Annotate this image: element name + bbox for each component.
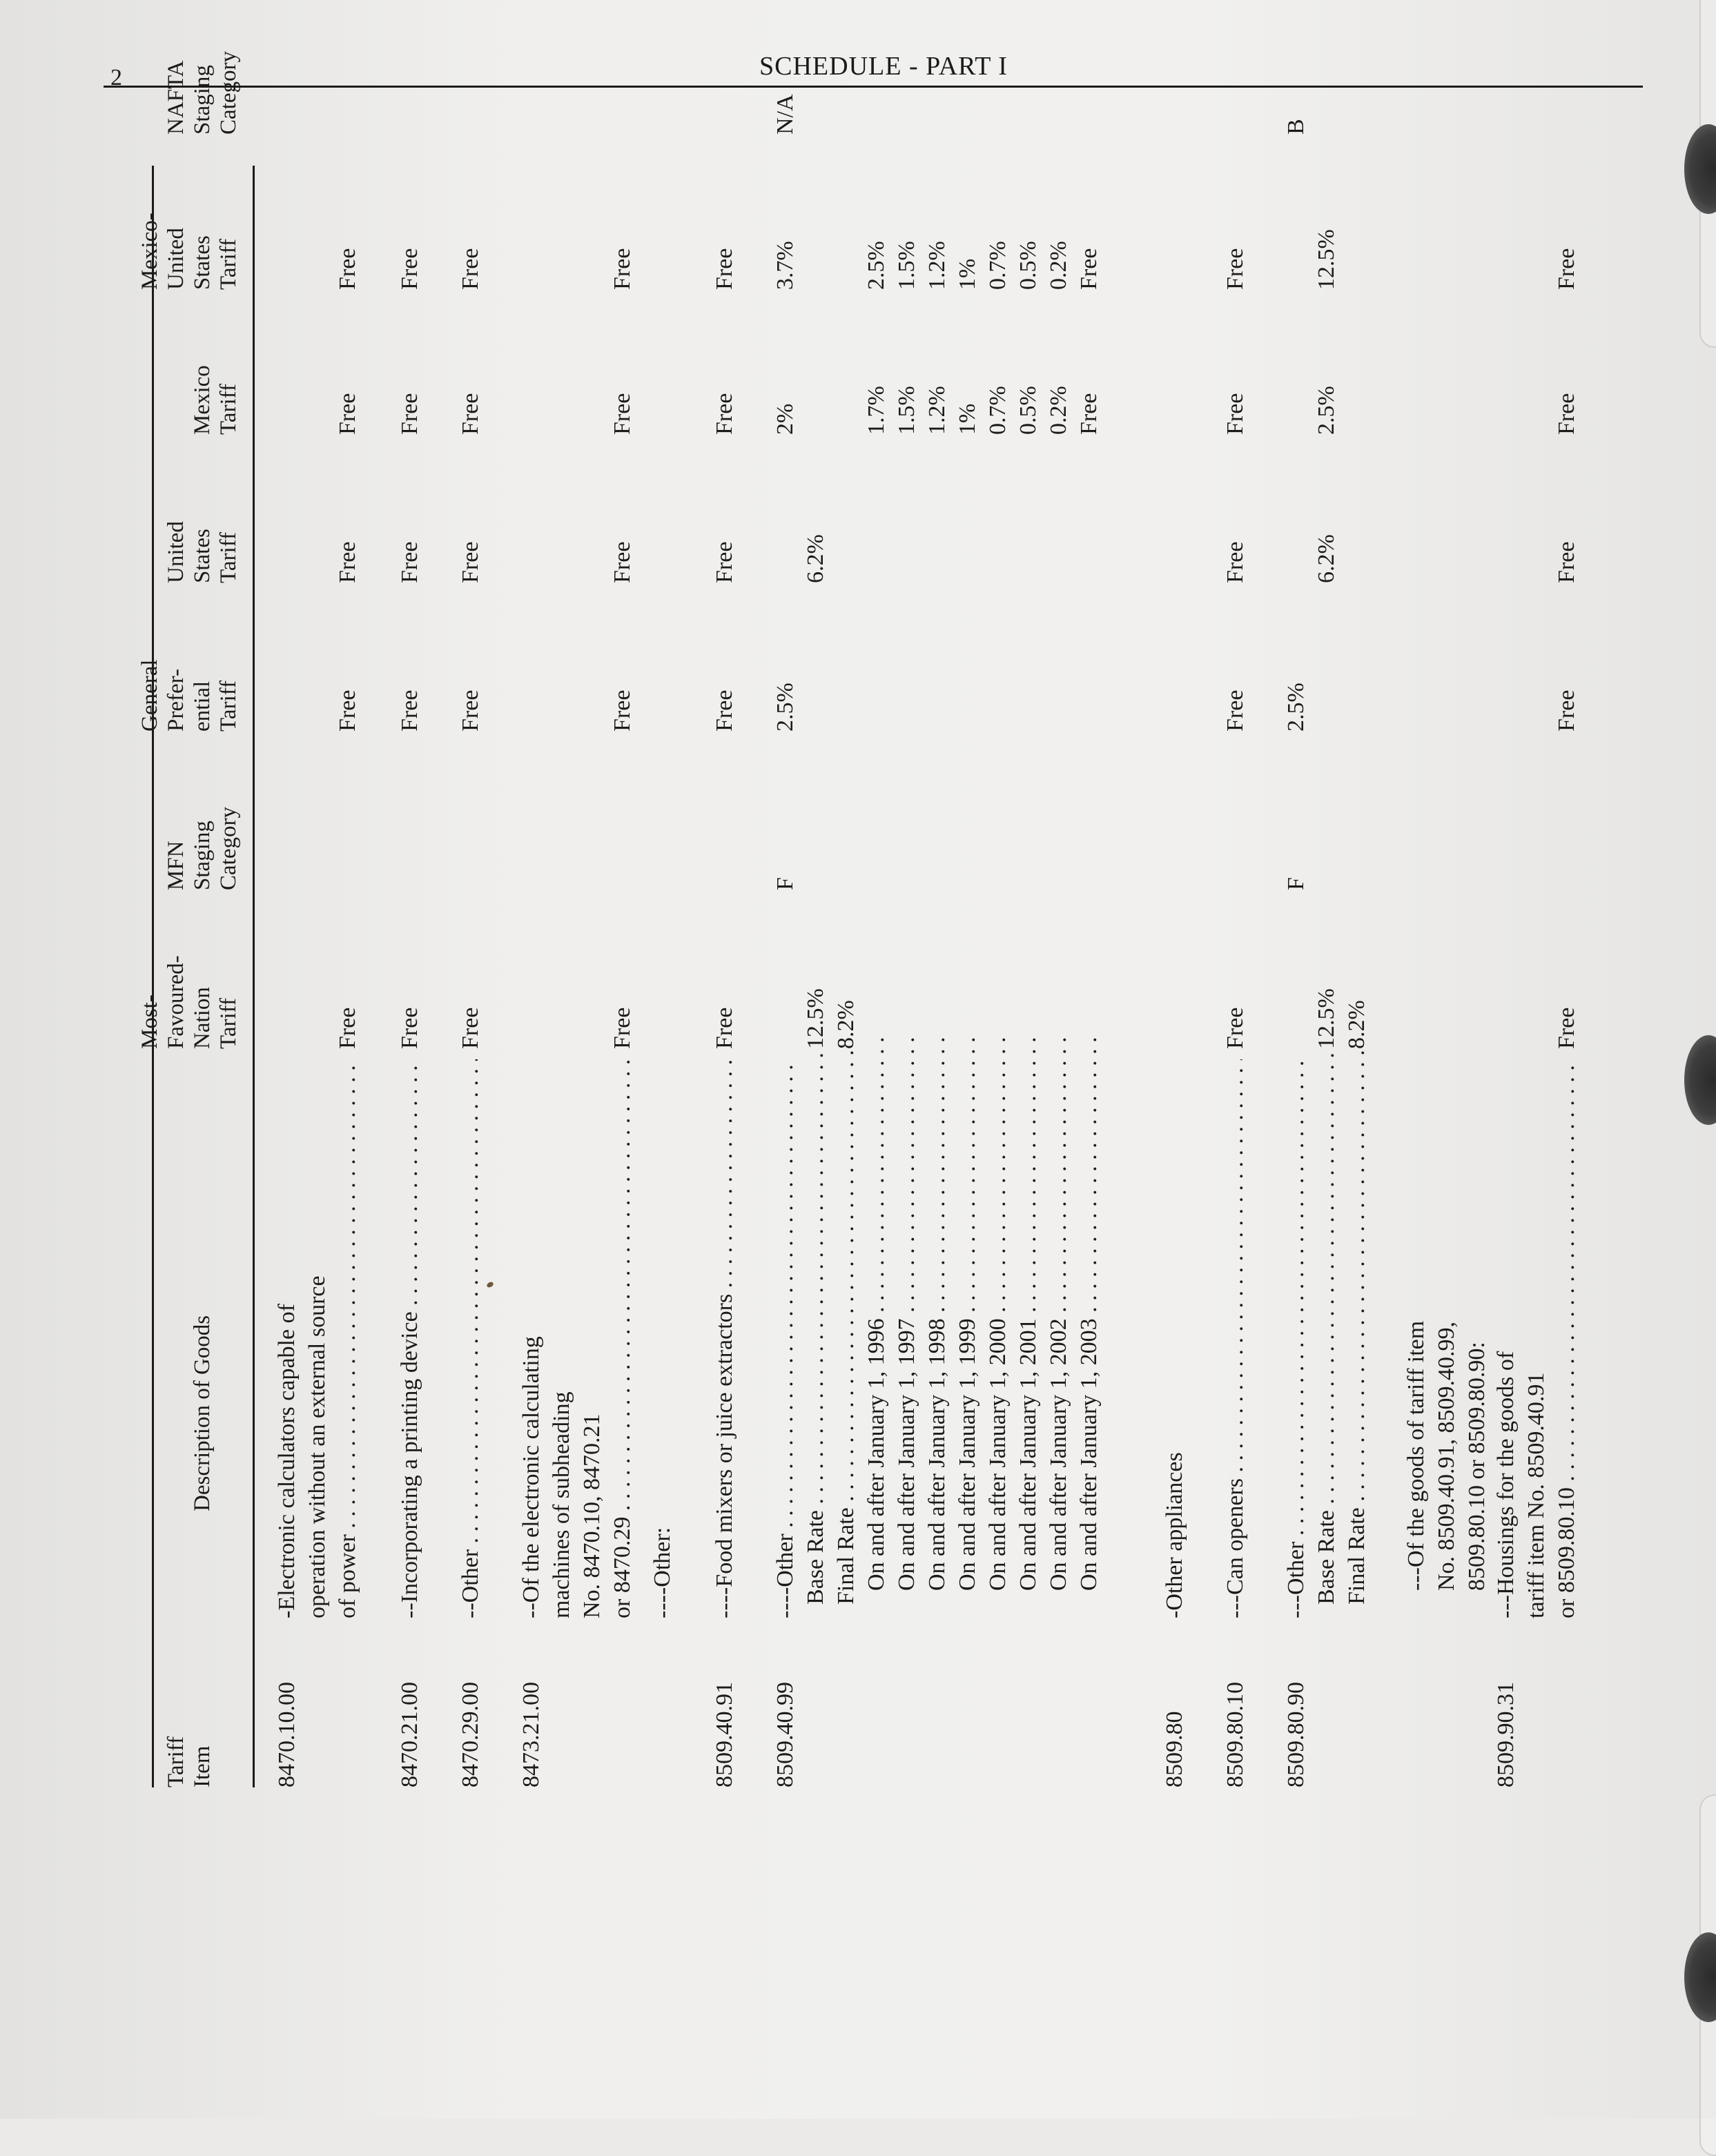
description-line: On and after January 1, 2003 . . .	[1074, 1032, 1104, 1591]
description-line: machines of subheading	[549, 1391, 574, 1618]
header-nafta-staging: NAFTA Staging Category	[164, 51, 241, 135]
nafta-staging-value: N/A	[772, 94, 798, 135]
goods-description	[861, 1032, 892, 1591]
goods-description	[1220, 1059, 1251, 1618]
mexico-tariff-value: Free	[712, 393, 737, 435]
tariff-item-code: 8509.90.31	[1493, 1682, 1519, 1787]
description-line: or 8509.80.10 . . .	[1552, 1059, 1582, 1618]
description-line: On and after January 1, 1998 . . .	[922, 1032, 953, 1591]
description-line: of power . . .	[333, 1059, 363, 1618]
mexico-tariff-value: Free	[610, 393, 635, 435]
description-line: ----Other:	[650, 1527, 675, 1618]
mexico-tariff-value: 1.5%	[894, 386, 919, 435]
description-line: No. 8509.40.91, 8509.40.99,	[1434, 1321, 1459, 1591]
mexico-us-tariff-value: Free	[397, 248, 422, 290]
header-rule	[104, 86, 1643, 88]
header-mexico-us-tariff: Mexico- United States Tariff	[137, 213, 241, 290]
us-tariff-value: Free	[712, 541, 737, 583]
mexico-us-tariff-value: 2.5%	[864, 241, 889, 290]
mfn-tariff-value: Free	[1554, 1007, 1579, 1049]
mexico-us-tariff-value: Free	[1222, 248, 1248, 290]
mexico-us-tariff-value: 0.5%	[1015, 241, 1041, 290]
tariff-item-code: 8509.80.90	[1283, 1682, 1309, 1787]
header-united-states-tariff: United States Tariff	[164, 521, 241, 583]
tariff-item-code: 8509.40.91	[712, 1682, 737, 1787]
mexico-tariff-value: Free	[397, 393, 422, 435]
gpt-value: Free	[712, 689, 737, 732]
goods-description	[647, 1059, 678, 1618]
goods-description	[922, 1032, 953, 1591]
description-line: --Incorporating a printing device . . .	[395, 1059, 425, 1618]
description-line: or 8470.29 . . .	[607, 1059, 638, 1618]
mexico-us-tariff-value: 1.2%	[924, 241, 950, 290]
gpt-value: Free	[610, 689, 635, 732]
goods-description	[1312, 1046, 1342, 1605]
description-line: tariff item No. 8509.40.91	[1523, 1372, 1549, 1618]
mexico-tariff-value: Free	[335, 393, 360, 435]
goods-description	[1074, 1032, 1104, 1591]
description-line: Base Rate . . .	[801, 1046, 831, 1605]
binder-hole-middle	[1684, 1035, 1716, 1125]
goods-description	[1044, 1032, 1074, 1591]
mfn-tariff-value: Free	[458, 1007, 483, 1049]
description-line: No. 8470.10, 8470.21	[579, 1413, 605, 1618]
header-general-preferential: General Prefer- ential Tariff	[137, 659, 241, 732]
page-number: 2	[110, 65, 122, 90]
gpt-value: Free	[1222, 689, 1248, 732]
gpt-value: 2.5%	[772, 683, 798, 732]
mexico-tariff-value: 0.7%	[985, 386, 1011, 435]
description-line: ---Other . . .	[1281, 1059, 1312, 1618]
goods-description	[1160, 1059, 1190, 1618]
header-description: Description of Goods	[190, 1315, 215, 1511]
tariff-item-code: 8470.21.00	[397, 1682, 422, 1787]
description-line: ----Food mixers or juice extractors . . .	[710, 1059, 740, 1618]
mfn-tariff-value: Free	[712, 1007, 737, 1049]
header-mfn-staging: MFN Staging Category	[164, 807, 241, 890]
mexico-us-tariff-value: Free	[335, 248, 360, 290]
description-line: ---Of the goods of tariff item	[1403, 1320, 1429, 1591]
us-tariff-value: Free	[397, 541, 422, 583]
goods-description	[1401, 1032, 1492, 1591]
mexico-us-tariff-value: 3.7%	[772, 241, 798, 290]
mfn-staging-value: F	[772, 877, 798, 890]
header-tariff-item: Tariff Item	[164, 1736, 215, 1787]
us-tariff-value: 6.2%	[1314, 534, 1339, 583]
mexico-tariff-value: Free	[1222, 393, 1248, 435]
goods-description	[1281, 1059, 1312, 1618]
description-line: operation without an external source	[304, 1275, 330, 1618]
goods-description	[272, 1059, 363, 1618]
binder-hole-top	[1684, 124, 1716, 214]
description-line: 8509.80.10 or 8509.80.90:	[1464, 1342, 1490, 1591]
description-line: On and after January 1, 2000 . . .	[983, 1032, 1013, 1591]
mexico-tariff-value: 1.2%	[924, 386, 950, 435]
gpt-value: Free	[458, 689, 483, 732]
us-tariff-value: Free	[610, 541, 635, 583]
goods-description	[395, 1059, 425, 1618]
nafta-staging-value: B	[1283, 119, 1309, 135]
goods-description	[801, 1046, 831, 1605]
gpt-value: Free	[1554, 689, 1579, 732]
mexico-tariff-value: 2.5%	[1314, 386, 1339, 435]
goods-description	[1013, 1032, 1044, 1591]
goods-description	[953, 1032, 983, 1591]
header-mexico-tariff: Mexico Tariff	[190, 365, 241, 435]
goods-description	[770, 1059, 801, 1618]
goods-description	[1491, 1059, 1582, 1618]
mexico-tariff-value: 1.7%	[864, 386, 889, 435]
mexico-tariff-value: 2%	[772, 403, 798, 435]
gpt-value: Free	[335, 689, 360, 732]
mexico-us-tariff-value: Free	[458, 248, 483, 290]
goods-description	[456, 1059, 486, 1618]
description-line: ----Other . . .	[770, 1059, 801, 1618]
us-tariff-value: Free	[1554, 541, 1579, 583]
tariff-item-code: 8509.40.99	[772, 1682, 798, 1787]
description-line: -Electronic calculators capable of	[274, 1304, 300, 1618]
description-line: On and after January 1, 2002 . . .	[1044, 1032, 1074, 1591]
description-line: On and after January 1, 1997 . . .	[892, 1032, 922, 1591]
mexico-us-tariff-value: Free	[610, 248, 635, 290]
us-tariff-value: Free	[1222, 541, 1248, 583]
mexico-us-tariff-value: 0.2%	[1046, 241, 1071, 290]
binder-hole-bottom	[1684, 1932, 1716, 2022]
mfn-tariff-value: Free	[335, 1007, 360, 1049]
description-line: -Other appliances	[1162, 1452, 1187, 1618]
gpt-value: Free	[397, 689, 422, 732]
tariff-item-code: 8509.80	[1162, 1711, 1187, 1787]
description-line: Final Rate . . .	[831, 1046, 861, 1605]
gpt-value: 2.5%	[1283, 683, 1309, 732]
goods-description	[1342, 1046, 1372, 1605]
goods-description	[831, 1046, 861, 1605]
mexico-us-tariff-value: 1.5%	[894, 241, 919, 290]
goods-description	[983, 1032, 1013, 1591]
description-line: Final Rate . . .	[1342, 1046, 1372, 1605]
tariff-item-code: 8470.10.00	[274, 1682, 300, 1787]
mfn-tariff-value: 12.5%	[803, 988, 828, 1049]
description-line: On and after January 1, 1996 . . .	[861, 1032, 892, 1591]
tariff-item-code: 8509.80.10	[1222, 1682, 1248, 1787]
tariff-item-code: 8470.29.00	[458, 1682, 483, 1787]
mfn-tariff-value: 8.2%	[1344, 1000, 1369, 1049]
mfn-tariff-value: Free	[610, 1007, 635, 1049]
mfn-tariff-value: Free	[397, 1007, 422, 1049]
mexico-us-tariff-value: 0.7%	[985, 241, 1011, 290]
description-line: ---Housings for the goods of	[1493, 1351, 1519, 1618]
goods-description	[710, 1059, 740, 1618]
description-line: On and after January 1, 2001 . . .	[1013, 1032, 1044, 1591]
header-mfn-tariff: Most- Favoured- Nation Tariff	[137, 955, 241, 1049]
header-bottom-rule	[253, 166, 255, 1787]
description-line: ---Can openers . . .	[1220, 1059, 1251, 1618]
us-tariff-value: Free	[335, 541, 360, 583]
mexico-us-tariff-value: Free	[1076, 248, 1102, 290]
us-tariff-value: 6.2%	[803, 534, 828, 583]
mexico-tariff-value: 0.5%	[1015, 386, 1041, 435]
mexico-tariff-value: 0.2%	[1046, 386, 1071, 435]
mexico-tariff-value: 1%	[955, 403, 980, 435]
description-line: --Other . . .	[456, 1059, 486, 1618]
us-tariff-value: Free	[458, 541, 483, 583]
mexico-us-tariff-value: Free	[1554, 248, 1579, 290]
mexico-tariff-value: Free	[458, 393, 483, 435]
goods-description	[892, 1032, 922, 1591]
mexico-tariff-value: Free	[1076, 393, 1102, 435]
mexico-tariff-value: Free	[1554, 393, 1579, 435]
tariff-item-code: 8473.21.00	[518, 1682, 544, 1787]
description-line: --Of the electronic calculating	[518, 1336, 544, 1618]
mexico-us-tariff-value: 12.5%	[1314, 229, 1339, 290]
mexico-us-tariff-value: 1%	[955, 258, 980, 290]
description-line: Base Rate . . .	[1312, 1046, 1342, 1605]
mfn-tariff-value: 8.2%	[833, 1000, 859, 1049]
running-head: SCHEDULE - PART I	[759, 52, 1008, 81]
mfn-tariff-value: Free	[1222, 1007, 1248, 1049]
mfn-staging-value: F	[1283, 877, 1309, 890]
description-line: On and after January 1, 1999 . . .	[953, 1032, 983, 1591]
goods-description	[516, 1059, 638, 1618]
mexico-us-tariff-value: Free	[712, 248, 737, 290]
mfn-tariff-value: 12.5%	[1314, 988, 1339, 1049]
